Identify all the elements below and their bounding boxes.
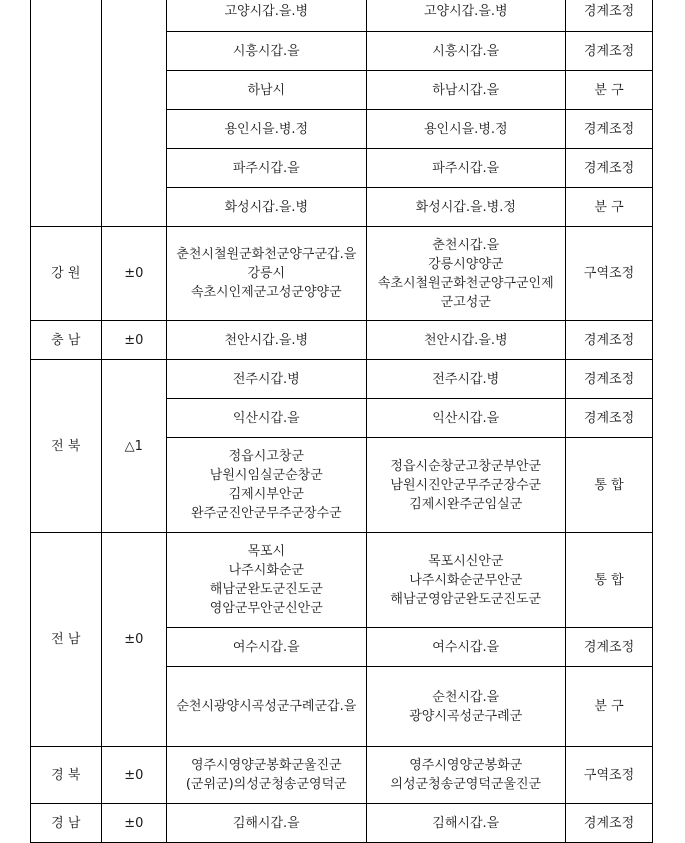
district-before-cell-line: 해남군완도군진도군 (209, 582, 323, 597)
seat-change-cell: ±0 (101, 747, 166, 804)
table-row (31, 747, 653, 804)
adjustment-type-cell: 경계조정 (566, 360, 653, 399)
seat-change-cell: ±0 (101, 804, 166, 843)
district-after-cell-line: 익산시갑.을 (432, 410, 500, 426)
adjustment-type-cell: 경계조정 (566, 399, 653, 438)
region-name-cell: 전 남 (31, 533, 102, 747)
district-after-cell-line: 김해시갑.을 (432, 815, 500, 831)
adjustment-type-cell: 통 합 (566, 438, 653, 533)
district-before-cell-line: 강릉시 (247, 266, 286, 281)
district-before-cell-line: 나주시화순군 (228, 563, 304, 578)
district-after-cell-line: 전주시갑.병 (432, 371, 500, 387)
district-before-cell (167, 533, 366, 628)
district-after-cell-line: 김제시완주군임실군 (409, 496, 523, 512)
district-after-cell-line: 남원시진안군무주군장수군 (390, 477, 542, 493)
adjustment-type-cell: 경계조정 (566, 0, 653, 32)
district-before-cell (167, 71, 366, 110)
district-before-cell-line: 속초시인제군고성군양양군 (190, 285, 342, 300)
district-after-cell (366, 360, 565, 399)
district-before-cell-line: 하남시 (247, 82, 286, 98)
district-after-cell (366, 321, 565, 360)
district-after-cell (366, 0, 565, 32)
district-before-cell (167, 110, 366, 149)
adjustment-type-cell: 통 합 (566, 533, 653, 628)
adjustment-type-cell: 분 구 (566, 667, 653, 747)
district-before-cell-line: 전주시갑.병 (232, 371, 300, 387)
seat-change-cell (101, 0, 166, 227)
table-row (31, 804, 653, 843)
district-before-cell-line: 고양시갑.을.병 (224, 3, 309, 19)
district-after-cell-line: 나주시화순군무안군 (409, 572, 523, 588)
district-before-cell-line: (군위군)의성군청송군영덕군 (185, 777, 347, 792)
district-after-cell-line: 의성군청송군영덕군울진군 (390, 777, 542, 792)
district-after-cell-line: 목포시신안군 (428, 553, 504, 569)
district-before-cell-line: 천안시갑.을.병 (224, 332, 309, 348)
district-before-cell-line: 익산시갑.을 (232, 410, 300, 426)
adjustment-type-cell: 경계조정 (566, 804, 653, 843)
district-after-cell (366, 149, 565, 188)
adjustment-type-cell: 경계조정 (566, 149, 653, 188)
district-change-table (30, 0, 653, 843)
district-before-cell (167, 0, 366, 32)
district-before-cell (167, 360, 366, 399)
district-before-cell-line: 화성시갑.을.병 (224, 199, 309, 215)
district-after-cell-line: 여수시갑.을 (432, 639, 500, 655)
district-before-cell-line: 목포시 (247, 544, 286, 559)
district-before-cell-line: 김제시부안군 (228, 487, 304, 502)
table-row (31, 360, 653, 399)
seat-change-cell: ±0 (101, 533, 166, 747)
district-before-cell (167, 628, 366, 667)
district-after-cell-line: 화성시갑.을.병.정 (415, 199, 516, 215)
district-before-cell-line: 완주군진안군무주군장수군 (190, 506, 342, 521)
seat-change-cell: ±0 (101, 321, 166, 360)
district-before-cell-line: 김해시갑.을 (232, 815, 300, 831)
district-after-cell-line: 속초시철원군화천군양구군인제 (377, 275, 554, 291)
seat-change-cell: △1 (101, 360, 166, 533)
district-after-cell (366, 227, 565, 321)
district-before-cell (167, 804, 366, 843)
table-row (31, 0, 653, 32)
district-after-cell (366, 399, 565, 438)
district-after-cell (366, 533, 565, 628)
district-after-cell-line: 해남군영암군완도군진도군 (390, 591, 542, 607)
district-after-cell-line: 시흥시갑.을 (432, 43, 500, 59)
table-row (31, 533, 653, 628)
district-after-cell-line: 용인시을.병.정 (423, 121, 508, 137)
table-row (31, 227, 653, 321)
district-before-cell (167, 399, 366, 438)
district-after-cell-line: 광양시곡성군구례군 (409, 708, 523, 724)
district-after-cell (366, 804, 565, 843)
adjustment-type-cell: 경계조정 (566, 321, 653, 360)
district-after-cell-line: 하남시갑.을 (432, 82, 500, 98)
region-name-cell: 경 북 (31, 747, 102, 804)
district-after-cell-line: 춘천시갑.을 (432, 237, 500, 253)
district-after-cell (366, 628, 565, 667)
table-row (31, 321, 653, 360)
region-name-cell: 경 남 (31, 804, 102, 843)
region-name-cell: 전 북 (31, 360, 102, 533)
district-after-cell (366, 110, 565, 149)
adjustment-type-cell: 분 구 (566, 71, 653, 110)
district-after-cell (366, 438, 565, 533)
district-before-cell-line: 정읍시고창군 (228, 449, 304, 464)
region-name-cell (31, 0, 102, 227)
district-after-cell-line: 군고성군 (440, 294, 491, 310)
district-before-cell (167, 667, 366, 747)
district-after-cell-line: 강릉시양양군 (428, 256, 504, 272)
region-name-cell: 충 남 (31, 321, 102, 360)
adjustment-type-cell: 경계조정 (566, 110, 653, 149)
district-after-cell-line: 파주시갑.을 (432, 160, 500, 176)
table-body (31, 0, 653, 843)
adjustment-type-cell: 구역조정 (566, 227, 653, 321)
district-before-cell-line: 영암군무안군신안군 (209, 601, 323, 616)
district-after-cell-line: 고양시갑.을.병 (423, 3, 508, 19)
district-before-cell-line: 남원시임실군순창군 (209, 468, 323, 483)
district-before-cell-line: 파주시갑.을 (232, 160, 300, 176)
district-before-cell (167, 438, 366, 533)
district-after-cell-line: 영주시영양군봉화군 (409, 758, 523, 773)
district-before-cell (167, 227, 366, 321)
district-before-cell-line: 춘천시철원군화천군양구군갑.을 (176, 247, 357, 262)
seat-change-cell: ±0 (101, 227, 166, 321)
adjustment-type-cell: 분 구 (566, 188, 653, 227)
district-after-cell (366, 747, 565, 804)
district-after-cell (366, 71, 565, 110)
district-after-cell-line: 정읍시순창군고창군부안군 (390, 458, 542, 474)
district-before-cell-line: 영주시영양군봉화군울진군 (190, 758, 342, 773)
district-before-cell-line: 여수시갑.을 (232, 639, 300, 655)
district-after-cell (366, 32, 565, 71)
district-before-cell (167, 321, 366, 360)
adjustment-type-cell: 경계조정 (566, 628, 653, 667)
district-after-cell (366, 188, 565, 227)
district-after-cell-line: 천안시갑.을.병 (423, 332, 508, 348)
district-after-cell-line: 순천시갑.을 (432, 689, 500, 705)
adjustment-type-cell: 구역조정 (566, 747, 653, 804)
district-before-cell (167, 149, 366, 188)
district-before-cell (167, 747, 366, 804)
district-before-cell (167, 32, 366, 71)
district-before-cell-line: 순천시광양시곡성군구례군갑.을 (176, 699, 357, 714)
district-before-cell (167, 188, 366, 227)
region-name-cell: 강 원 (31, 227, 102, 321)
adjustment-type-cell: 경계조정 (566, 32, 653, 71)
district-before-cell-line: 시흥시갑.을 (232, 43, 300, 59)
district-before-cell-line: 용인시을.병.정 (224, 121, 309, 137)
district-after-cell (366, 667, 565, 747)
